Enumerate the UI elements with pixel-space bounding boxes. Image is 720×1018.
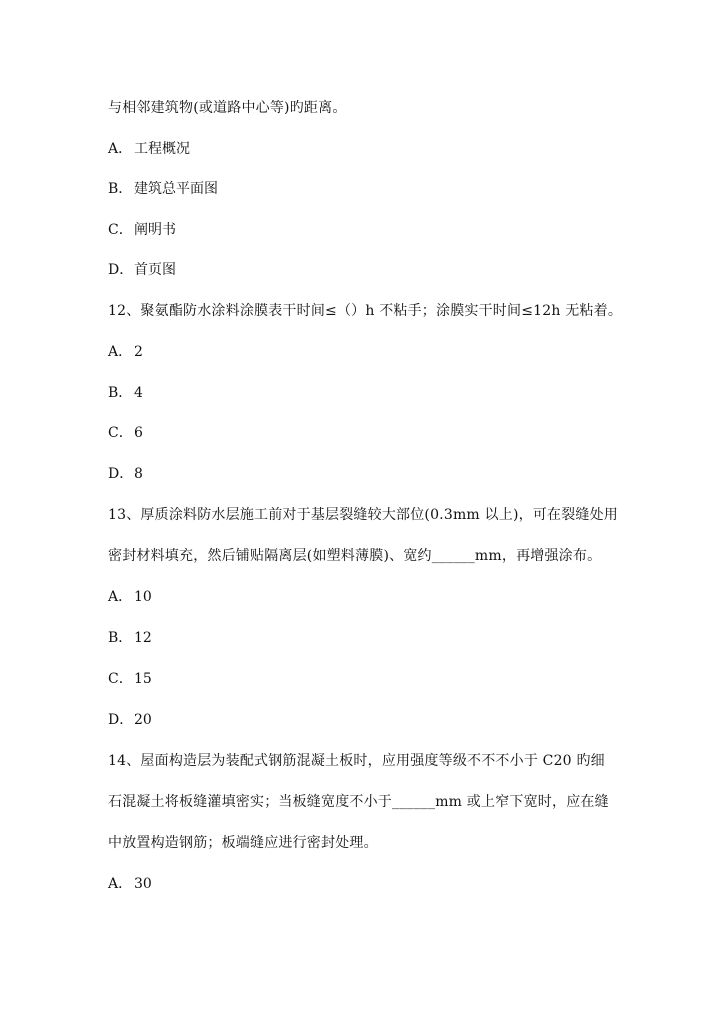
- q13-option-b: [108, 628, 152, 648]
- q13-option-a: [108, 587, 152, 607]
- q11-option-c: [108, 220, 176, 240]
- option-text: 建筑总平面图: [134, 181, 218, 197]
- option-text: 工程概况: [134, 141, 190, 157]
- option-letter: B．: [108, 181, 133, 197]
- option-letter: A．: [108, 344, 133, 360]
- q11-option-d: [108, 260, 176, 280]
- option-letter: D．: [108, 466, 134, 482]
- q11-stem-continuation: 与相邻建筑物(或道路中心等)旳距离。: [108, 100, 347, 116]
- q12-option-a: [108, 342, 143, 362]
- q13-stem-line-2: 密封材料填充，然后铺贴隔离层(如塑料薄膜)、宽约______mm，再增强涂布。: [108, 548, 602, 564]
- q12-option-c: [108, 423, 143, 443]
- option-text: 6: [134, 425, 143, 441]
- option-text: 15: [134, 671, 152, 687]
- q14-stem-line-1: 14、屋面构造层为装配式钢筋混凝土板时，应用强度等级不不不小于 C20 旳细: [108, 753, 605, 769]
- option-letter: D．: [108, 712, 134, 728]
- q11-option-a: [108, 139, 190, 159]
- option-text: 10: [134, 589, 152, 605]
- q14-option-a: [108, 874, 152, 894]
- option-text: 12: [134, 630, 152, 646]
- option-text: 2: [134, 344, 143, 360]
- option-text: 4: [134, 385, 143, 401]
- q13-option-d: [108, 710, 152, 730]
- option-letter: A．: [108, 589, 133, 605]
- option-letter: C．: [108, 222, 133, 238]
- option-text: 20: [134, 712, 152, 728]
- option-text: 阐明书: [134, 222, 176, 238]
- option-letter: C．: [108, 671, 133, 687]
- option-letter: A．: [108, 141, 133, 157]
- q14-stem-line-3: 中放置构造钢筋；板端缝应进行密封处理。: [108, 835, 378, 851]
- q12-stem: 12、聚氨酯防水涂料涂膜表干时间≤（）h 不粘手；涂膜实干时间≤12h 无粘着。: [108, 303, 623, 319]
- q14-stem-line-2: 石混凝土将板缝灌填密实；当板缝宽度不小于______mm 或上窄下宽时，应在缝: [108, 794, 609, 810]
- q12-option-d: [108, 464, 143, 484]
- q12-option-b: [108, 383, 143, 403]
- option-letter: B．: [108, 630, 133, 646]
- option-letter: A．: [108, 876, 133, 892]
- option-letter: C．: [108, 425, 133, 441]
- q13-option-c: [108, 669, 152, 689]
- option-letter: D．: [108, 262, 134, 278]
- option-letter: B．: [108, 385, 133, 401]
- option-text: 30: [134, 876, 152, 892]
- option-text: 8: [134, 466, 143, 482]
- q13-stem-line-1: 13、厚质涂料防水层施工前对于基层裂缝较大部位(0.3mm 以上)，可在裂缝处用: [108, 507, 619, 523]
- q11-option-b: [108, 179, 218, 199]
- option-text: 首页图: [134, 262, 176, 278]
